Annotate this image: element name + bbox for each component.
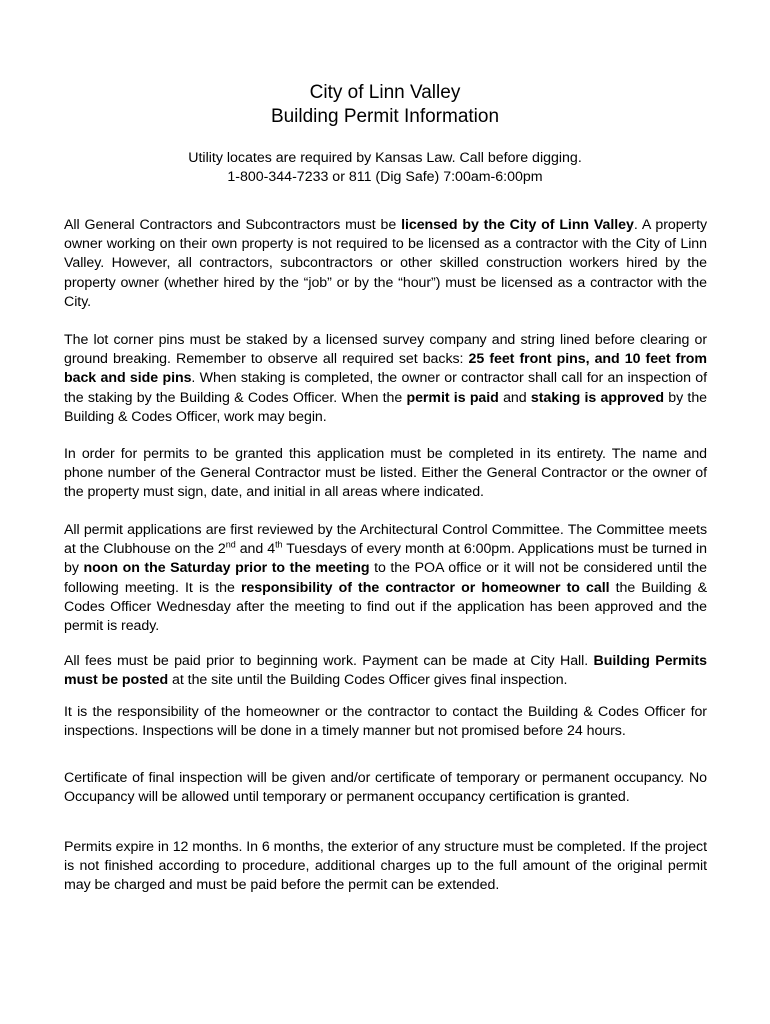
paragraph-application-completion: In order for permits to be granted this application must be completed in its entirety. The name and phone number of the General Contractor must be listed. Either the General Contractor or the owner of the property must sign, date, and initial in all areas where indicated. xyxy=(64,446,707,501)
text-run: the Building & Codes Officer Wednesday after the meeting to find out if the application has been approved and the permit is ready. xyxy=(64,579,707,635)
document-subtitle: Building Permit Information xyxy=(270,106,500,127)
bold-run: 25 feet front pins, and 10 feet from back and side pins xyxy=(64,351,707,387)
text-run: to the POA office or it will not be considered until the following meeting. It is the xyxy=(64,560,707,596)
superscript: nd xyxy=(225,539,236,550)
text-run: All General Contractors and Subcontractors must be xyxy=(64,217,402,233)
bold-run: permit is paid xyxy=(406,389,499,406)
document-title: City of Linn Valley xyxy=(309,82,461,103)
text-run: The lot corner pins must be staked by a licensed survey company and string lined before clearing or ground breaking. Remember to observe all required set backs: xyxy=(64,332,707,368)
bold-run: licensed by the City of Linn Valley xyxy=(401,217,634,233)
paragraph-committee-review xyxy=(64,521,707,636)
bold-run: staking is approved xyxy=(530,389,664,406)
superscript: th xyxy=(275,539,283,550)
text-run: and 4 xyxy=(235,541,276,558)
paragraph-occupancy: Certificate of final inspection will be given and/or certificate of temporary or permanent occupancy. No Occupancy will be allowed until temporary or permanent occupancy certification is granted. xyxy=(64,770,707,806)
utility-notice: Utility locates are required by Kansas Law. Call before digging. xyxy=(188,150,582,166)
dig-safe-phone: 1-800-344-7233 or 811 (Dig Safe) 7:00am-6:00pm xyxy=(227,169,543,185)
paragraph-fees xyxy=(64,652,707,690)
paragraph-inspections: It is the responsibility of the homeowner or the contractor to contact the Building & Codes Officer for inspections. Inspections will be done in a timely manner but not promised before 24 hours. xyxy=(64,704,707,740)
text-run: All fees must be paid prior to beginning work. Payment can be made at City Hall. xyxy=(64,653,594,669)
bold-run: responsibility of the contractor or homeowner to call xyxy=(240,579,610,596)
paragraph-permit-expiry: Permits expire in 12 months. In 6 months, the exterior of any structure must be completed. If the project is not finished according to procedure, additional charges up to the full amount of the original permit may be charged and must be paid before the permit can be extended. xyxy=(64,839,707,894)
paragraph-licensing xyxy=(64,216,707,312)
paragraph-staking xyxy=(64,331,707,427)
bold-run: noon on the Saturday prior to the meeting xyxy=(83,560,370,577)
text-run: at the site until the Building Codes Officer gives final inspection. xyxy=(168,672,568,689)
bold-run: Building Permits must be posted xyxy=(64,653,707,689)
text-run: . A property owner working on their own property is not required to be licensed as a contractor with the City of Linn Valley. However, all contractors, subcontractors or other skilled construction workers hired by the property owner (whether hired by the “job” or by the “hour”) must be licensed as a contractor with the City. xyxy=(64,217,708,310)
text-run: All permit applications are first reviewed by the Architectural Control Committee. The Committee meets at the Clubhouse on the 2 xyxy=(64,522,707,558)
text-run: and xyxy=(498,389,531,406)
text-run: by the Building & Codes Officer, work may begin. xyxy=(64,389,707,425)
text-run: . When staking is completed, the owner or contractor shall call for an inspection of the staking by the Building & Codes Officer. When the xyxy=(64,370,707,406)
text-run: Tuesdays of every month at 6:00pm. Applications must be turned in by xyxy=(64,541,707,577)
